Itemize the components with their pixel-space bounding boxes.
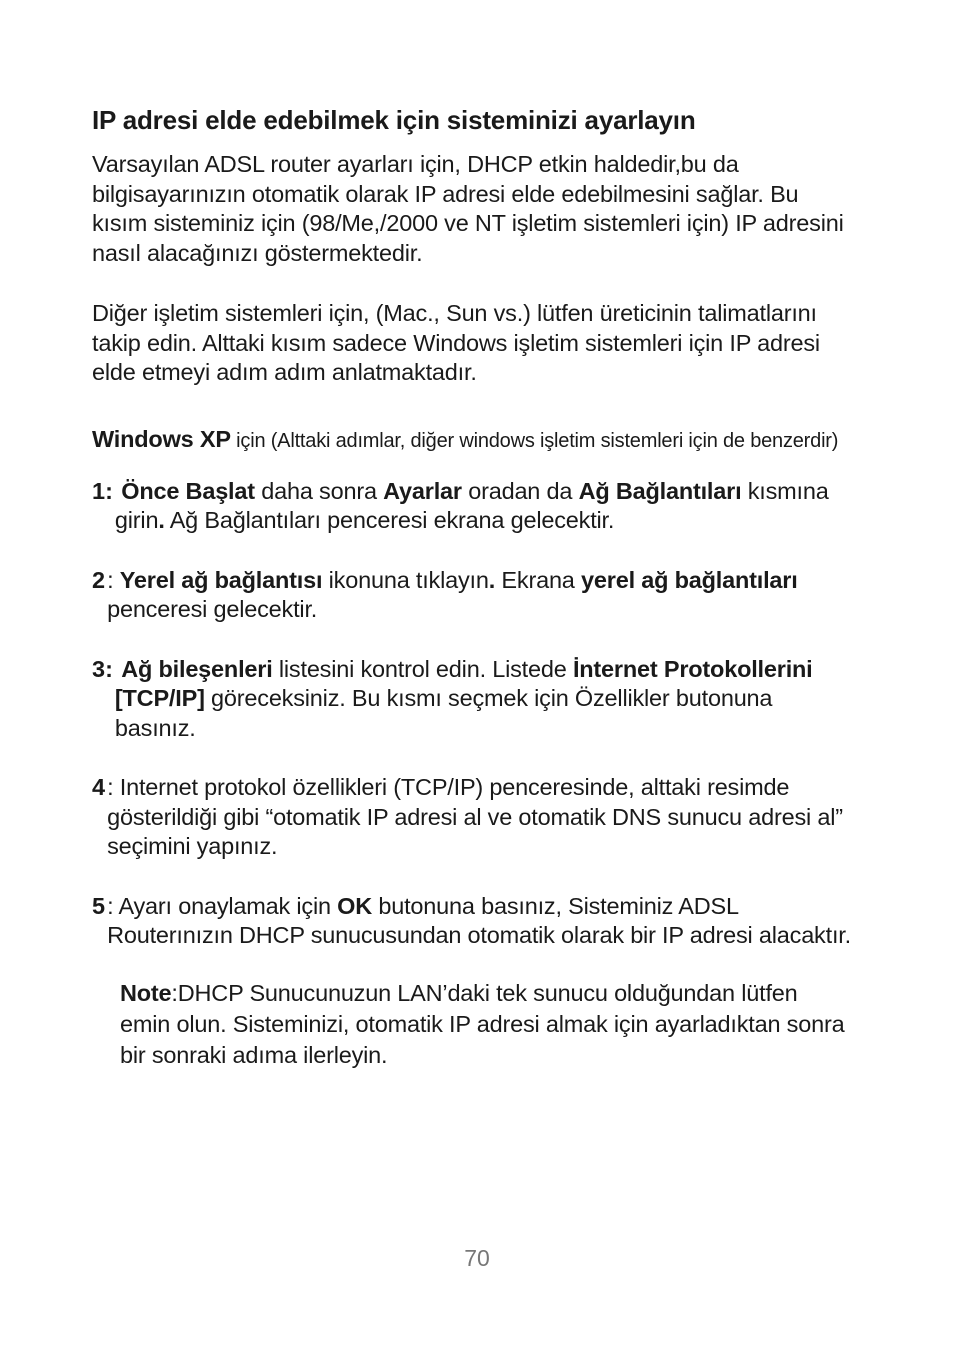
page-number: 70 <box>464 1245 490 1271</box>
step-number: 5 <box>92 892 106 919</box>
step-text-part: butonuna basınız, Sisteminiz ADSL Routerınızın DHCP sunucusundan otomatik olarak bir IP adresi alacaktır. <box>107 892 851 948</box>
step-separator: : <box>107 566 120 593</box>
step-text-part: Internet protokol özellikleri (TCP/IP) penceresinde, alttaki resimde gösterildiği gibi “otomatik IP adresi al ve otomatik DNS sunucu adresi al” seçimini yapınız. <box>107 774 843 859</box>
step-text <box>105 566 852 625</box>
step-number: 1: <box>92 477 113 504</box>
step-text-part: göreceksiniz. Bu kısmı seçmek için Özellikler butonuna basınız. <box>114 685 773 741</box>
step-number: 2 <box>92 566 106 593</box>
bold-term: . <box>158 507 165 533</box>
step-text-part: oradan da <box>461 477 579 504</box>
bold-term: İnternet Protokollerini [TCP/IP] <box>114 655 813 711</box>
step-5 <box>92 892 852 951</box>
step-3 <box>92 655 852 744</box>
bold-term: OK <box>337 892 373 919</box>
page-heading: IP adresi elde edebilmek için sisteminizi ayarlayın <box>92 105 696 135</box>
note-label: Note <box>120 979 172 1006</box>
step-2 <box>92 566 852 625</box>
windows-xp-label: Windows XP <box>92 425 231 452</box>
step-text-part: Ekrana <box>495 566 582 593</box>
note-paragraph <box>92 978 852 1071</box>
step-text <box>105 892 852 951</box>
bold-term: Ağ Bağlantıları <box>578 477 742 504</box>
step-text-part: kısmına girin <box>114 477 829 533</box>
step-number: 4 <box>92 774 106 800</box>
bold-term: Yerel ağ bağlantısı <box>119 566 323 593</box>
step-text-part: penceresi gelecektir. <box>107 596 318 622</box>
bold-term: Ayarlar <box>383 477 462 504</box>
step-1 <box>92 477 852 536</box>
bold-term: Önce Başlat <box>121 477 255 504</box>
step-number: 3: <box>92 655 113 682</box>
bold-term: . <box>488 566 496 593</box>
step-text <box>113 477 852 536</box>
intro-paragraph: Varsayılan ADSL router ayarları için, DHCP etkin haldedir,bu da bilgisayarınızın otomatik olarak IP adresi elde edebilmesini sağlar. Bu kısım sisteminiz için (98/Me,/2000 ve NT işletim sistemleri için) IP adresini nasıl alacağınızı göstermektedir. <box>92 151 844 266</box>
bold-term: yerel ağ bağlantıları <box>581 566 798 593</box>
step-separator: : <box>107 774 120 800</box>
step-text-part: ikonuna tıklayın <box>322 566 489 593</box>
note-text: :DHCP Sunucunuzun LAN’daki tek sunucu olduğundan lütfen emin olun. Sisteminizi, otomatik IP adresi almak için ayarladıktan sonra bir sonraki adıma ilerleyin. <box>120 979 845 1068</box>
page-content <box>92 100 852 1071</box>
step-text-part: listesini kontrol edin. Listede <box>272 655 573 682</box>
step-text-part: Ağ Bağlantıları penceresi ekrana gelecektir. <box>164 507 615 533</box>
step-text <box>113 655 852 744</box>
windows-xp-intro <box>92 425 852 456</box>
step-4 <box>92 773 852 862</box>
other-os-paragraph: Diğer işletim sistemleri için, (Mac., Sun vs.) lütfen üreticinin talimatlarını takip edin. Alttaki kısım sadece Windows işletim sistemleri için IP adresi elde etmeyi adım adım anlatmaktadır. <box>92 300 820 385</box>
step-text <box>105 773 852 862</box>
windows-xp-note: için (Alttaki adımlar, diğer windows işletim sistemleri için de benzerdir) <box>230 429 839 452</box>
bold-term: Ağ bileşenleri <box>121 655 273 682</box>
step-separator: : <box>107 892 119 919</box>
step-text-part: Ayarı onaylamak için <box>118 892 338 919</box>
step-text-part: daha sonra <box>254 477 384 504</box>
